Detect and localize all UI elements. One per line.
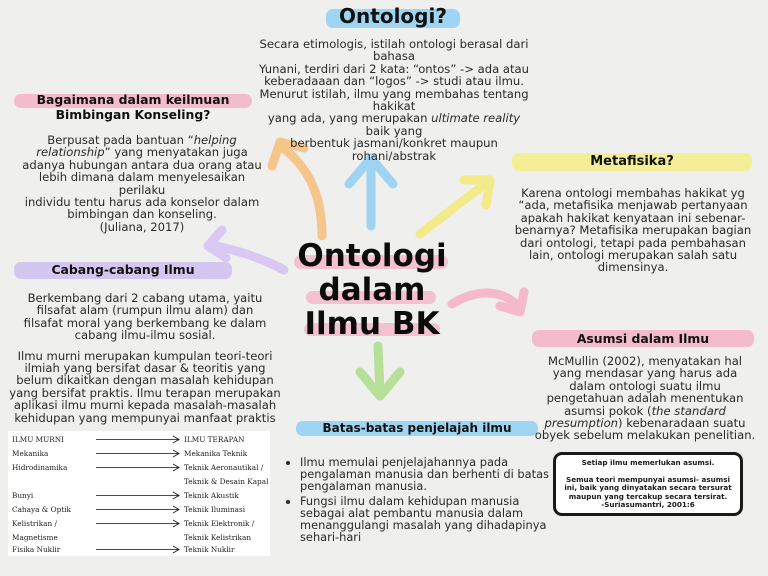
bimbingan-text-part: ” yang menyatakan juga bbox=[104, 145, 248, 160]
arrow-right-icon bbox=[96, 505, 181, 514]
metafisika-line: dimensinya. bbox=[597, 260, 669, 275]
table-row bbox=[8, 477, 270, 487]
center-title-line: Ontologi bbox=[297, 238, 447, 274]
metafisika-line: Karena ontologi membahas hakikat yg bbox=[521, 186, 745, 200]
asumsi-text bbox=[522, 355, 768, 442]
intro-line: Secara etimologis, istilah ontologi berasal dari bahasa bbox=[259, 37, 529, 64]
table-cell-right: Teknik Iluminasi bbox=[184, 505, 246, 514]
cabang-line: kehidupan yang mempunyai manfaat praktis bbox=[14, 410, 276, 425]
intro-line: keberadaaan dan “logos” -> studi atau ilmu. bbox=[264, 74, 524, 89]
metafisika-line: “ada, metafisika menjawab pertanyaan bbox=[518, 198, 748, 213]
batas-list bbox=[284, 456, 558, 545]
arrow-right-icon bbox=[96, 545, 181, 554]
table-row bbox=[8, 491, 270, 501]
table-cell-left: Hidrodinamika bbox=[12, 463, 68, 472]
quote-citation: -Suriasumantri, 2001:6 bbox=[601, 500, 695, 510]
table-row bbox=[8, 545, 270, 555]
asumsi-line: McMullin (2002), menyatakan hal bbox=[547, 354, 743, 368]
cabang-text bbox=[6, 292, 284, 424]
arrow-right-icon bbox=[96, 435, 181, 444]
metafisika-text bbox=[502, 187, 764, 274]
asumsi-line: pengetahuan adalah menentukan bbox=[546, 391, 744, 406]
cabang-line: ilmiah yang bersifat dasar & teoritis yang bbox=[24, 361, 266, 376]
metafisika-line: lain, ontologi merupakan salah satu bbox=[528, 248, 738, 263]
cabang-line: Ilmu murni merupakan kumpulan teori-teori bbox=[17, 348, 273, 363]
bimbingan-text-part: Berpusat pada bantuan “ bbox=[47, 133, 194, 147]
table-cell-right: Teknik Aeronautikal / bbox=[184, 463, 264, 472]
metafisika-line: apakah hakikat kenyataan ini sebenar- bbox=[520, 210, 746, 225]
table-row bbox=[8, 449, 270, 459]
table-cell-right: Mekanika Teknik bbox=[184, 449, 248, 458]
quote-line: ini, baik yang dinyatakan secara tersurat bbox=[564, 483, 732, 493]
arrow-right-icon bbox=[96, 519, 181, 528]
arrow-to-metafisika bbox=[420, 183, 486, 234]
intro-line: berbentuk jasmani/konkret maupun rohani/abstrak bbox=[290, 136, 498, 163]
asumsi-emphasis: presumption bbox=[544, 416, 619, 431]
center-title-line: Ilmu BK bbox=[304, 306, 440, 342]
center-title-line: dalam bbox=[318, 272, 426, 308]
table-cell-right: Teknik & Desain Kapal bbox=[184, 477, 269, 486]
arrow-to-batas bbox=[378, 346, 380, 392]
table-cell-left: Kelistrikan / bbox=[12, 519, 57, 528]
table-header-right: ILMU TERAPAN bbox=[184, 435, 245, 444]
asumsi-emphasis: the standard bbox=[651, 403, 726, 418]
bimbingan-heading-line: Bimbingan Konseling? bbox=[55, 107, 211, 122]
table-cell-right: Teknik Elektronik / bbox=[184, 519, 255, 528]
bimbingan-text bbox=[16, 134, 268, 233]
bimbingan-emphasis: relationship bbox=[36, 145, 105, 160]
asumsi-text-part: ) kebenaradaan suatu bbox=[618, 416, 746, 431]
quote-title: Setiap ilmu memerlukan asumsi. bbox=[581, 458, 715, 467]
table-cell-left: Bunyi bbox=[12, 491, 34, 500]
batas-list-item: • Fungsi ilmu dalam kehidupan manusia sebagai alat pembantu manusia dalam menanggulangi masalah yang dihadapinya sehari-hari bbox=[300, 495, 558, 544]
table-header-left: ILMU MURNI bbox=[12, 435, 65, 444]
metafisika-line: benarnya? Metafisika merupakan bagian bbox=[514, 223, 752, 238]
intro-text bbox=[258, 38, 530, 162]
quote-line: Semua teori mempunyai asumsi- asumsi bbox=[566, 474, 730, 484]
arrow-right-icon bbox=[96, 491, 181, 500]
arrow-right-icon bbox=[96, 449, 181, 458]
center-title bbox=[286, 239, 458, 341]
bimbingan-emphasis: helping bbox=[193, 133, 237, 147]
batas-list-item: • Ilmu memulai penjelajahannya pada pengalaman manusia dan berhenti di batas pengalaman manusia. bbox=[300, 456, 558, 493]
cabang-line: Berkembang dari 2 cabang utama, yaitu bbox=[27, 291, 263, 305]
table-cell-left: Magnetisme bbox=[12, 533, 58, 542]
table-row bbox=[8, 505, 270, 515]
intro-line: Menurut istilah, ilmu yang membahas tentang hakikat bbox=[259, 86, 529, 114]
cabang-line: filsafat alam (rumpun ilmu alam) dan bbox=[36, 303, 254, 318]
asumsi-line: obyek sebelum melakukan penelitian. bbox=[534, 428, 756, 443]
asumsi-line: dalam ontologi suatu ilmu bbox=[569, 378, 721, 393]
metafisika-heading: Metafisika? bbox=[590, 154, 674, 169]
table-row bbox=[8, 463, 270, 473]
intro-line: Yunani, terdiri dari 2 kata: “ontos” -> ada atau bbox=[259, 61, 529, 76]
table-cell-right: Teknik Nuklir bbox=[184, 545, 235, 554]
bimbingan-heading-line: Bagaimana dalam keilmuan bbox=[36, 92, 230, 107]
table-row bbox=[8, 533, 270, 543]
quote-line: maupun yang tercakup secara tersirat. bbox=[568, 491, 728, 501]
bimbingan-line: individu tentu harus ada konselor dalam bbox=[24, 195, 260, 210]
intro-text-part: yang ada, yang merupakan bbox=[267, 111, 432, 126]
bimbingan-line: (Juliana, 2017) bbox=[99, 219, 185, 234]
bimbingan-line bbox=[16, 146, 268, 158]
bimbingan-line: lebih dimana dalam menyelesaikan perilaku bbox=[38, 170, 246, 197]
asumsi-line: yang mendasar yang harus ada bbox=[552, 366, 738, 381]
asumsi-text-part: asumsi pokok ( bbox=[564, 403, 652, 418]
cabang-heading: Cabang-cabang Ilmu bbox=[51, 262, 195, 277]
intro-text-part: baik yang bbox=[365, 123, 423, 138]
page-title: Ontologi? bbox=[339, 4, 447, 28]
metafisika-line: dari ontologi, tetapi pada pembahasan bbox=[520, 235, 746, 250]
batas-heading: Batas-batas penjelajah ilmu bbox=[322, 421, 512, 435]
table-header-row bbox=[8, 435, 270, 445]
arrow-right-icon bbox=[96, 463, 181, 472]
table-cell-left: Fisika Nuklir bbox=[12, 545, 61, 554]
asumsi-heading: Asumsi dalam Ilmu bbox=[576, 331, 710, 346]
cabang-line: aplikasi ilmu murni kepada masalah-masalah bbox=[13, 398, 277, 413]
intro-emphasis: ultimate reality bbox=[431, 111, 521, 126]
quote-box bbox=[553, 452, 743, 516]
table-row bbox=[8, 519, 270, 529]
bimbingan-heading bbox=[14, 92, 252, 122]
bimbingan-line: adanya hubungan antara dua orang atau bbox=[22, 157, 262, 172]
cabang-line: yang bersifat praktis. Ilmu terapan merupakan bbox=[9, 385, 281, 400]
cabang-line: cabang ilmu-ilmu sosial. bbox=[74, 328, 216, 343]
cabang-line: belum dikaitkan dengan masalah kehidupan bbox=[16, 373, 274, 388]
cabang-line: filsafat moral yang berkembang ke dalam bbox=[23, 315, 267, 330]
intro-line bbox=[258, 112, 530, 137]
table-cell-left: Cahaya & Optik bbox=[12, 505, 71, 514]
bimbingan-line: bimbingan dan konseling. bbox=[67, 207, 217, 222]
table-cell-left: Mekanika bbox=[12, 449, 49, 458]
table-cell-right: Teknik Kelistrikan bbox=[184, 533, 252, 542]
ilmu-comparison-table bbox=[8, 431, 270, 556]
table-cell-right: Teknik Akustik bbox=[184, 491, 239, 500]
